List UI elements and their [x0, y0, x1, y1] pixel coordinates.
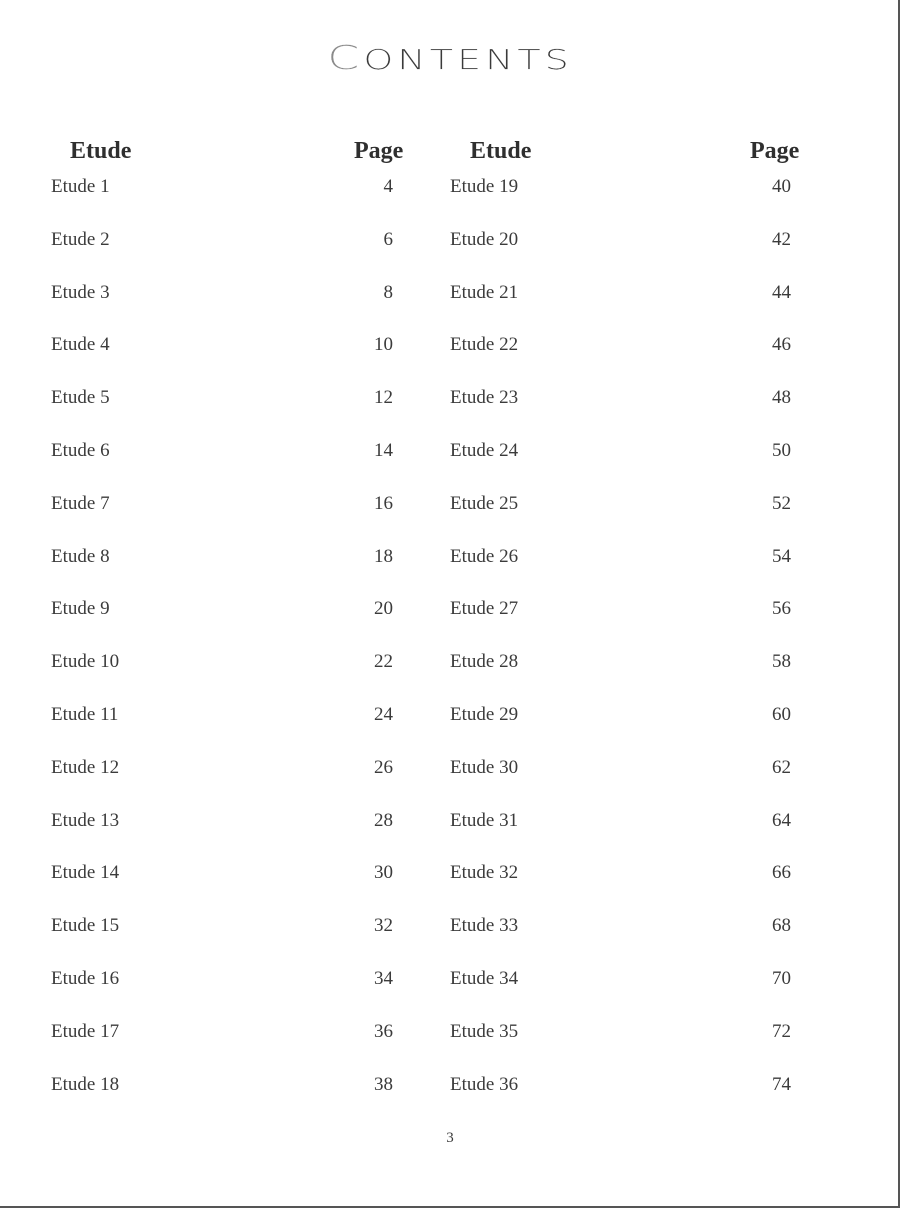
- contents-entry[interactable]: [449, 229, 900, 282]
- contents-entry[interactable]: [0, 229, 450, 282]
- contents-entry[interactable]: [0, 757, 450, 810]
- etude-page-number: 46: [772, 334, 791, 356]
- contents-entry[interactable]: [0, 546, 450, 599]
- etude-page-number: 24: [374, 703, 393, 725]
- contents-entry[interactable]: [449, 493, 900, 546]
- etude-page-number: 8: [383, 281, 393, 303]
- etude-title: Etude 20: [450, 228, 519, 250]
- etude-title: Etude 17: [51, 1020, 120, 1042]
- contents-entry[interactable]: [449, 1074, 900, 1127]
- etude-page-number: 52: [772, 492, 791, 514]
- etude-title: Etude 31: [450, 809, 519, 831]
- etude-title: Etude 4: [51, 334, 110, 356]
- contents-entry[interactable]: [0, 704, 450, 757]
- etude-title: Etude 6: [51, 439, 110, 461]
- etude-title: Etude 32: [450, 862, 519, 884]
- page-title-initial: C: [327, 38, 364, 77]
- etude-page-number: 70: [772, 967, 791, 989]
- contents-entry[interactable]: [449, 757, 900, 810]
- etude-title: Etude 24: [450, 439, 519, 461]
- contents-entry[interactable]: [0, 1021, 450, 1074]
- column-header-page: Page: [354, 138, 404, 164]
- etude-title: Etude 22: [450, 334, 519, 356]
- contents-entry[interactable]: [0, 282, 450, 335]
- contents-entry[interactable]: [449, 704, 900, 757]
- etude-page-number: 64: [772, 809, 791, 831]
- etude-page-number: 32: [374, 915, 393, 937]
- etude-title: Etude 11: [51, 703, 119, 725]
- etude-page-number: 48: [772, 387, 791, 409]
- etude-page-number: 54: [772, 545, 791, 567]
- contents-entry[interactable]: [449, 387, 900, 440]
- contents-entry[interactable]: [0, 493, 450, 546]
- contents-entry[interactable]: [0, 915, 450, 968]
- etude-title: Etude 9: [51, 598, 110, 620]
- etude-title: Etude 13: [51, 809, 120, 831]
- contents-entry[interactable]: [449, 968, 900, 1021]
- etude-page-number: 44: [772, 281, 791, 303]
- etude-title: Etude 16: [51, 967, 120, 989]
- contents-entry[interactable]: [0, 334, 450, 387]
- contents-entry[interactable]: [0, 810, 450, 863]
- contents-entry[interactable]: [449, 176, 900, 229]
- etude-page-number: 58: [772, 651, 791, 673]
- etude-page-number: 10: [374, 334, 393, 356]
- column-header-etude: Etude: [70, 138, 132, 164]
- etude-page-number: 40: [772, 176, 791, 197]
- etude-title: Etude 36: [450, 1073, 519, 1095]
- etude-title: Etude 25: [450, 492, 519, 514]
- contents-entry[interactable]: [0, 1074, 450, 1127]
- etude-title: Etude 5: [51, 387, 110, 409]
- etude-title: Etude 19: [450, 176, 519, 197]
- etude-title: Etude 10: [51, 651, 120, 673]
- etude-page-number: 42: [772, 228, 791, 250]
- etude-title: Etude 23: [450, 387, 519, 409]
- etude-title: Etude 34: [450, 967, 519, 989]
- etude-title: Etude 21: [450, 281, 519, 303]
- etude-page-number: 56: [772, 598, 791, 620]
- etude-page-number: 22: [374, 651, 393, 673]
- contents-entry[interactable]: [449, 1021, 900, 1074]
- etude-page-number: 72: [772, 1020, 791, 1042]
- etude-title: Etude 14: [51, 862, 120, 884]
- page-number: 3: [446, 1130, 454, 1146]
- etude-title: Etude 15: [51, 915, 120, 937]
- etude-page-number: 62: [772, 756, 791, 778]
- contents-entry[interactable]: [449, 862, 900, 915]
- etude-title: Etude 27: [450, 598, 519, 620]
- column-header-etude: Etude: [470, 138, 532, 164]
- etude-page-number: 34: [374, 967, 393, 989]
- etude-page-number: 12: [374, 387, 393, 409]
- etude-page-number: 30: [374, 862, 393, 884]
- etude-title: Etude 26: [450, 545, 519, 567]
- etude-page-number: 60: [772, 703, 791, 725]
- etude-page-number: 38: [374, 1073, 393, 1095]
- etude-title: Etude 28: [450, 651, 519, 673]
- contents-entry[interactable]: [0, 968, 450, 1021]
- etude-page-number: 36: [374, 1020, 393, 1042]
- etude-title: Etude 35: [450, 1020, 519, 1042]
- contents-entry[interactable]: [0, 651, 450, 704]
- contents-entry[interactable]: [449, 651, 900, 704]
- etude-page-number: 68: [772, 915, 791, 937]
- etude-page-number: 6: [383, 228, 393, 250]
- contents-entry[interactable]: [449, 598, 900, 651]
- etude-page-number: 74: [772, 1073, 791, 1095]
- contents-entry[interactable]: [449, 282, 900, 335]
- page-title-rest: ONTENTS: [363, 43, 573, 76]
- contents-entry[interactable]: [449, 546, 900, 599]
- etude-title: Etude 3: [51, 281, 110, 303]
- etude-page-number: 26: [374, 756, 393, 778]
- etude-title: Etude 18: [51, 1073, 120, 1095]
- column-header-page: Page: [750, 138, 800, 164]
- etude-page-number: 16: [374, 492, 393, 514]
- etude-page-number: 14: [374, 439, 393, 461]
- etude-page-number: 18: [374, 545, 393, 567]
- contents-entry[interactable]: [0, 176, 450, 229]
- etude-title: Etude 2: [51, 228, 110, 250]
- contents-entry[interactable]: [0, 440, 450, 493]
- contents-entry[interactable]: [0, 862, 450, 915]
- contents-entry[interactable]: [0, 387, 450, 440]
- etude-page-number: 20: [374, 598, 393, 620]
- etude-title: Etude 33: [450, 915, 519, 937]
- page-title: [0, 38, 900, 77]
- etude-title: Etude 8: [51, 545, 110, 567]
- contents-list-right: [449, 176, 900, 1126]
- contents-list-left: [0, 176, 450, 1126]
- etude-title: Etude 29: [450, 703, 519, 725]
- etude-page-number: 66: [772, 862, 791, 884]
- etude-page-number: 50: [772, 439, 791, 461]
- etude-title: Etude 1: [51, 176, 110, 197]
- contents-entry[interactable]: [449, 810, 900, 863]
- etude-page-number: 4: [383, 176, 393, 197]
- etude-title: Etude 7: [51, 492, 110, 514]
- contents-entry[interactable]: [0, 598, 450, 651]
- etude-page-number: 28: [374, 809, 393, 831]
- contents-entry[interactable]: [449, 334, 900, 387]
- contents-entry[interactable]: [449, 915, 900, 968]
- etude-title: Etude 30: [450, 756, 519, 778]
- etude-title: Etude 12: [51, 756, 120, 778]
- contents-entry[interactable]: [449, 440, 900, 493]
